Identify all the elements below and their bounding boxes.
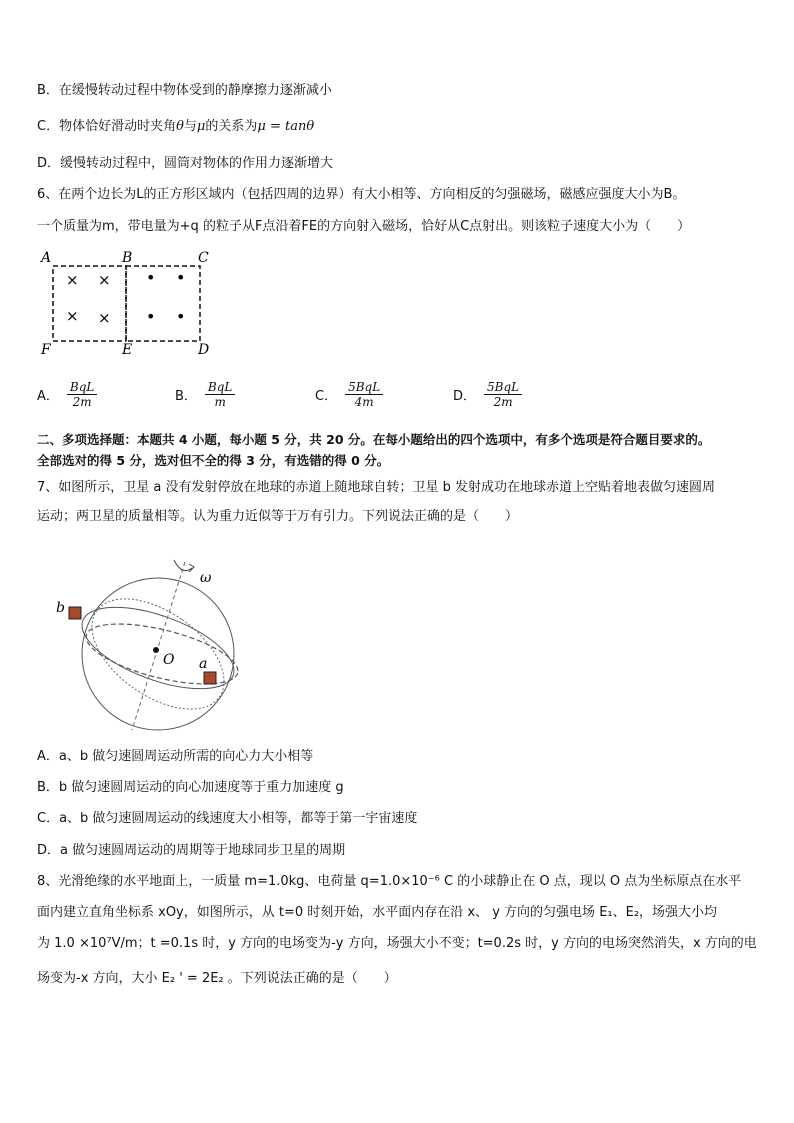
q5-option-b: B．在缓慢转动过程中物体受到的静摩擦力逐渐减小 — [37, 83, 332, 98]
q6-option-b-letter: B． — [175, 389, 197, 404]
q6-option-d-letter: D． — [453, 389, 477, 404]
q5-option-c-post: 的关系为 — [205, 119, 258, 134]
q8-stem-line4: 场变为-x 方向，大小 E₂ ' = 2E₂ 。下列说法正确的是（ ） — [37, 971, 397, 986]
q8-stem-line3: 为 1.0 ×10⁷V/m；t =0.1s 时，y 方向的电场变为-y 方向，场强大小不变；t=0.2s 时，y 方向的电场突然消失，x 方向的电 — [37, 936, 757, 951]
q6-cross-mark: × — [66, 307, 79, 325]
q6-label-c: C — [198, 250, 209, 266]
q6-option-c-num: 5BqL — [345, 380, 383, 395]
q6-option-a-den: 2m — [72, 395, 92, 409]
q7-label-a: a — [199, 656, 208, 672]
q6-option-a-letter: A． — [37, 389, 59, 404]
q6-dot-mark: • — [176, 307, 186, 326]
q6-label-a: A — [41, 250, 52, 266]
q6-option-b — [175, 380, 235, 409]
q6-option-c-fraction — [345, 380, 383, 409]
q6-right-square — [126, 266, 200, 341]
q7-option-b: B．b 做匀速圆周运动的向心加速度等于重力加速度 g — [37, 780, 344, 795]
q6-label-f: F — [41, 342, 51, 358]
q6-option-c-den: 4m — [354, 395, 374, 409]
q6-option-c — [315, 380, 383, 409]
q7-equator-orbit — [81, 612, 244, 696]
q6-magnetic-field-figure — [36, 246, 226, 358]
q7-label-b: b — [56, 600, 65, 616]
q7-rotation-axis — [132, 562, 185, 730]
q6-option-b-fraction — [205, 380, 235, 409]
q6-option-d-fraction — [484, 380, 522, 409]
q6-option-b-den: m — [214, 395, 226, 409]
q5-mu: μ — [196, 119, 206, 134]
q6-option-a-num: BqL — [67, 380, 97, 395]
q7-label-o: O — [163, 652, 175, 668]
q7-satellite-a — [204, 672, 216, 684]
q6-option-b-num: BqL — [205, 380, 235, 395]
q5-option-c — [37, 118, 314, 136]
q7-omega-label: ω — [200, 570, 212, 586]
q7-stem-line1: 7、如图所示，卫星 a 没有发射停放在地球的赤道上随地球自转；卫星 b 发射成功在地球赤道上空贴着地表做匀速圆周 — [37, 480, 716, 495]
q6-option-a — [37, 380, 97, 409]
q8-stem-line2: 面内建立直角坐标系 xOy，如图所示，从 t=0 时刻开始，水平面内存在沿 x、 y 方向的匀强电场 E₁、E₂，场强大小均 — [37, 905, 718, 920]
q7-earth-circle — [82, 578, 234, 730]
q6-option-c-letter: C． — [315, 389, 338, 404]
q6-dot-mark: • — [146, 307, 156, 326]
section2-heading-line2: 全部选对的得 5 分，选对但不全的得 3 分，有选错的得 0 分。 — [37, 453, 390, 468]
q6-dot-mark: • — [146, 268, 156, 287]
q8-stem-line1: 8、光滑绝缘的水平地面上，一质量 m=1.0kg、电荷量 q=1.0×10⁻⁶ C 的小球静止在 O 点，现以 O 点为坐标原点在水平 — [37, 874, 742, 889]
q5-option-c-pre: C．物体恰好滑动时夹角 — [37, 119, 177, 134]
q6-label-e: E — [122, 342, 133, 358]
q7-option-a: A．a、b 做匀速圆周运动所需的向心力大小相等 — [37, 749, 314, 764]
q6-stem-line1: 6、在两个边长为L的正方形区域内（包括四周的边界）有大小相等、方向相反的匀强磁场，磁感应强度大小为B。 — [37, 187, 686, 202]
q6-cross-mark: × — [98, 309, 111, 327]
q6-option-d — [453, 380, 522, 409]
q6-stem-line2: 一个质量为m，带电量为+q 的粒子从F点沿着FE的方向射入磁场，恰好从C点射出。则该粒子速度大小为（ ） — [37, 219, 691, 234]
q5-option-d: D．缓慢转动过程中，圆筒对物体的作用力逐渐增大 — [37, 156, 334, 171]
q6-label-d: D — [198, 342, 210, 358]
q5-theta: θ — [176, 119, 184, 134]
q6-option-a-fraction — [67, 380, 97, 409]
q6-cross-mark: × — [98, 271, 111, 289]
q7-satellite-b — [69, 607, 81, 619]
q7-option-c: C．a、b 做匀速圆周运动的线速度大小相等，都等于第一宇宙速度 — [37, 811, 418, 826]
section2-heading-line1: 二、多项选择题：本题共 4 小题，每小题 5 分，共 20 分。在每小题给出的四个选项中，有多个选项是符合题目要求的。 — [37, 432, 711, 447]
q7-option-d: D．a 做匀速圆周运动的周期等于地球同步卫星的周期 — [37, 843, 346, 858]
q6-label-b: B — [122, 250, 133, 266]
q7-dotted-great-circle — [72, 577, 243, 732]
q6-option-d-den: 2m — [493, 395, 513, 409]
q6-left-square — [53, 266, 126, 341]
q6-option-d-num: 5BqL — [484, 380, 522, 395]
q6-dot-mark: • — [176, 268, 186, 287]
q7-stem-line2: 运动；两卫星的质量相等。认为重力近似等于万有引力。下列说法正确的是（ ） — [37, 509, 519, 524]
q7-center-dot — [153, 647, 159, 653]
q5-formula: μ = tanθ — [257, 119, 315, 134]
q6-cross-mark: × — [66, 271, 79, 289]
q7-satellite-figure — [50, 550, 250, 735]
q5-option-c-mid: 与 — [183, 119, 197, 134]
